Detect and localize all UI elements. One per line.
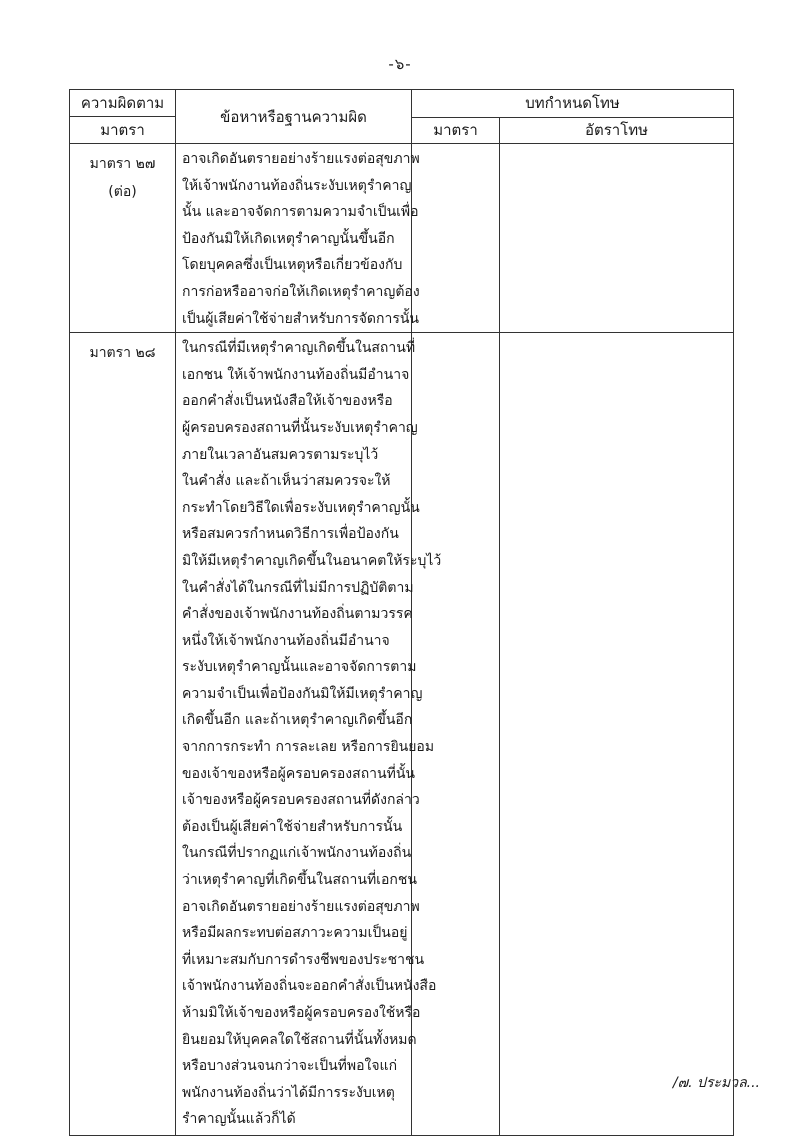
charge-line: จากการกระทำ การละเลย หรือการยินยอม xyxy=(182,739,435,756)
charge-line: เอกชน ให้เจ้าพนักงานท้องถิ่นมีอำนาจ xyxy=(182,366,410,383)
penalty-rate-cell xyxy=(500,144,734,333)
penalty-section-cell xyxy=(412,333,500,1136)
charge-line: ความจำเป็นเพื่อป้องกันมิให้มีเหตุรำคาญ xyxy=(182,685,423,702)
charge-line: ภายในเวลาอันสมควรตามระบุไว้ xyxy=(182,446,379,463)
charge-line: กระทำโดยวิธีใดเพื่อระงับเหตุรำคาญนั้น xyxy=(182,499,420,516)
charge-line: ยินยอมให้บุคคลใดใช้สถานที่นั้นทั้งหมด xyxy=(182,1031,417,1048)
header-penalty-rate: อัตราโทษ xyxy=(500,117,734,144)
charge-line: หรือสมควรกำหนดวิธีการเพื่อป้องกัน xyxy=(182,526,399,543)
table-row xyxy=(70,333,734,1136)
charge-line: เกิดขึ้นอีก และถ้าเหตุรำคาญเกิดขึ้นอีก xyxy=(182,712,413,729)
charge-line: หนึ่งให้เจ้าพนักงานท้องถิ่นมีอำนาจ xyxy=(182,632,390,649)
charge-line: โดยบุคคลซึ่งเป็นเหตุหรือเกี่ยวข้องกับ xyxy=(182,257,403,274)
charge-cell xyxy=(176,333,442,1136)
charge-cell xyxy=(176,144,420,333)
page-number: -๖- xyxy=(388,55,412,73)
charge-line: ในกรณีที่มีเหตุรำคาญเกิดขึ้นในสถานที่ xyxy=(182,340,416,357)
table-row xyxy=(70,144,734,333)
charge-line: ระงับเหตุรำคาญนั้นและอาจจัดการตาม xyxy=(182,659,417,676)
charge-line: มิให้มีเหตุรำคาญเกิดขึ้นในอนาคตให้ระบุไว้ xyxy=(182,552,442,569)
charge-line: ในกรณีที่ปรากฏแก่เจ้าพนักงานท้องถิ่น xyxy=(182,845,412,862)
charge-line: เป็นผู้เสียค่าใช้จ่ายสำหรับการจัดการนั้น xyxy=(182,310,420,327)
charge-line: อาจเกิดอันตรายอย่างร้ายแรงต่อสุขภาพ xyxy=(182,151,420,167)
header-penalty-section: มาตรา xyxy=(412,117,500,144)
charge-line: ของเจ้าของหรือผู้ครอบครองสถานที่นั้น xyxy=(182,765,415,782)
section-label: มาตรา ๒๗ xyxy=(89,156,156,172)
charge-line: ในคำสั่งได้ในกรณีที่ไม่มีการปฏิบัติตาม xyxy=(182,579,414,596)
charge-line: ให้เจ้าพนักงานท้องถิ่นระงับเหตุรำคาญ xyxy=(182,177,412,194)
charge-line: เจ้าของหรือผู้ครอบครองสถานที่ดังกล่าว xyxy=(182,792,420,809)
penalty-section-cell xyxy=(412,144,500,333)
header-penalty: บทกำหนดโทษ xyxy=(412,90,734,118)
charge-line: ว่าเหตุรำคาญที่เกิดขึ้นในสถานที่เอกชน xyxy=(182,872,417,889)
charge-line: เจ้าพนักงานท้องถิ่นจะออกคำสั่งเป็นหนังสือ xyxy=(182,978,437,995)
section-label: มาตรา ๒๘ xyxy=(89,345,156,362)
charge-line: นั้น และอาจจัดการตามความจำเป็นเพื่อ xyxy=(182,204,419,221)
charge-line: ที่เหมาะสมกับการดำรงชีพของประชาชน xyxy=(182,951,425,968)
charge-line: คำสั่งของเจ้าพนักงานท้องถิ่นตามวรรค xyxy=(182,606,413,623)
charge-line: ผู้ครอบครองสถานที่นั้นระงับเหตุรำคาญ xyxy=(182,419,418,436)
charge-line: หรือมีผลกระทบต่อสภาวะความเป็นอยู่ xyxy=(182,925,408,942)
charge-line: การก่อหรืออาจก่อให้เกิดเหตุรำคาญต้อง xyxy=(182,283,420,300)
header-offense-line2: มาตรา xyxy=(100,121,145,139)
section-note: (ต่อ) xyxy=(108,184,137,200)
continuation-note: /๗. ประมวล... xyxy=(672,1075,760,1091)
charge-line: อาจเกิดอันตรายอย่างร้ายแรงต่อสุขภาพ xyxy=(182,898,420,915)
header-charge: ข้อหาหรือฐานความผิด xyxy=(176,90,412,144)
charge-line: ออกคำสั่งเป็นหนังสือให้เจ้าของหรือ xyxy=(182,393,393,410)
header-offense-line1: ความผิดตาม xyxy=(69,90,176,117)
section-cell xyxy=(70,144,176,333)
table-header-row-1 xyxy=(70,90,734,118)
offense-penalty-table xyxy=(69,89,734,1136)
charge-line: ป้องกันมิให้เกิดเหตุรำคาญนั้นขึ้นอีก xyxy=(182,230,395,247)
charge-line: ต้องเป็นผู้เสียค่าใช้จ่ายสำหรับการนั้น xyxy=(182,818,403,835)
charge-line: หรือบางส่วนจนกว่าจะเป็นที่พอใจแก่ xyxy=(182,1058,398,1075)
section-cell xyxy=(70,333,176,1136)
penalty-rate-cell xyxy=(500,333,734,1136)
charge-line: รำคาญนั้นแล้วก็ได้ xyxy=(182,1111,296,1128)
charge-line: พนักงานท้องถิ่นว่าได้มีการระงับเหตุ xyxy=(182,1084,395,1101)
charge-line: ในคำสั่ง และถ้าเห็นว่าสมควรจะให้ xyxy=(182,473,391,490)
header-offense-section xyxy=(70,90,176,144)
charge-line: ห้ามมิให้เจ้าของหรือผู้ครอบครองใช้หรือ xyxy=(182,1005,421,1021)
